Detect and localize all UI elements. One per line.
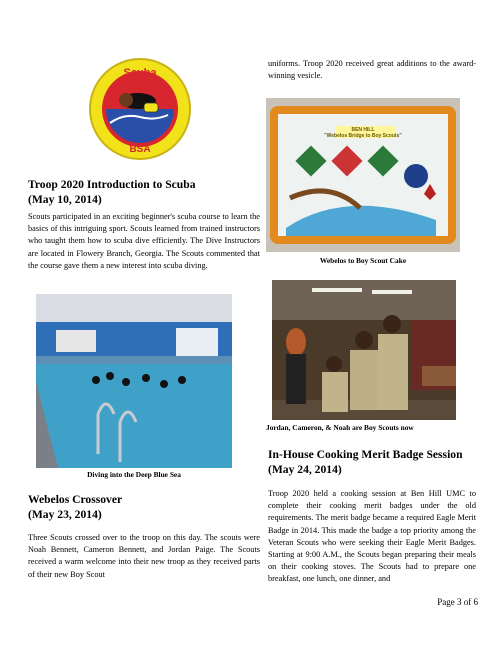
article1-date: (May 10, 2014) bbox=[28, 193, 102, 206]
pool-photo-caption: Diving into the Deep Blue Sea bbox=[87, 470, 181, 479]
patch-top-text: Scuba bbox=[123, 67, 157, 79]
cake-photo-caption: Webelos to Boy Scout Cake bbox=[319, 256, 407, 265]
scouts-photo-caption: Jordan, Cameron, & Noah are Boy Scouts now bbox=[266, 423, 414, 432]
article2-title: Webelos Crossover bbox=[28, 493, 123, 506]
scouts-photo bbox=[272, 280, 456, 420]
pool-photo bbox=[36, 294, 232, 468]
article2-body: Three Scouts crossed over to the troop on this day. The scouts were Noah Bennett, Cameron Bennett, and Jordan Paige. The Scouts received a warm welcome into their new troop as they received parts of their new Boy Scout bbox=[28, 533, 260, 579]
scuba-patch bbox=[88, 57, 192, 161]
article2-continued: uniforms. Troop 2020 received great additions to the award-winning vesicle. bbox=[268, 59, 476, 81]
cake-photo bbox=[266, 98, 460, 252]
page-number: Page 3 of 6 bbox=[437, 597, 478, 607]
article3-title: In-House Cooking Merit Badge Session bbox=[268, 448, 463, 461]
article1-title: Troop 2020 Introduction to Scuba bbox=[28, 178, 196, 191]
article1-body: Scouts participated in an exciting beginner's scuba course to learn the basics of this intriguing sport. Scouts learned from trained instructors who taught them how to scuba dive efficiently. The Dive Instructors are located in Flowery Branch, Georgia. The Scouts commented that the course gave them a new interest into scuba diving. bbox=[28, 212, 260, 270]
cake-line2: "Webelos Bridge to Boy Scouts" bbox=[324, 133, 402, 139]
article3-body: Troop 2020 held a cooking session at Ben Hill UMC to complete their cooking merit badges under the old requirements. The merit badge became a required Eagle Merit Badge in 2014. This made the badge a top priority among the Veteran Scouts who were seeking their Eagle Merit Badges. Starting at 9:00 A.M., the Scouts began preparing their meals on their cooking stoves. The Scouts had to prepare one breakfast, one lunch, one dinner, and bbox=[268, 489, 476, 584]
article3-date: (May 24, 2014) bbox=[268, 463, 342, 476]
article2-date: (May 23, 2014) bbox=[28, 508, 102, 521]
patch-bottom-text: BSA bbox=[129, 144, 151, 155]
cake-line1: BEN HILL bbox=[351, 127, 375, 133]
